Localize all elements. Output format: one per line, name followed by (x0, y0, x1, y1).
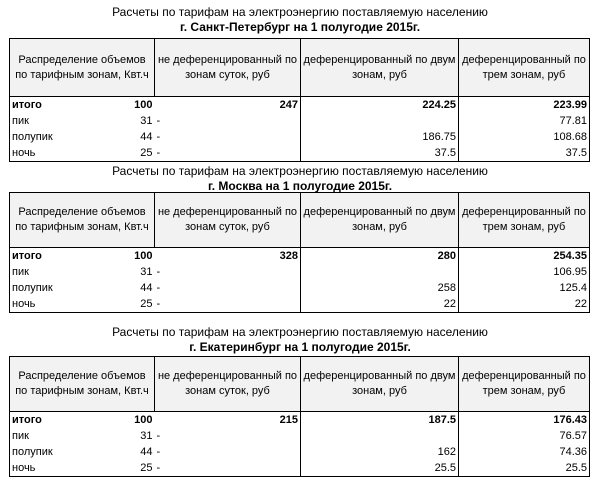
row-three: 125.4 (459, 280, 590, 296)
row-volume: 100 (110, 97, 155, 114)
header-three-zone: деференцированный по трем зонам, руб (459, 357, 590, 412)
header-two-zone: деференцированный по двум зонам, руб (301, 39, 459, 97)
row-three: 223.99 (459, 97, 590, 114)
title-line1: Расчеты по тарифам на электроэнергию поставляемую населению (112, 164, 488, 178)
table-row (10, 113, 590, 129)
table-row (10, 428, 590, 444)
header-volume: Распределение объемов по тарифным зонам, Квт.ч (10, 39, 155, 97)
row-name: полупик (10, 280, 110, 296)
header-single-rate: не деференцированный по зонам суток, руб (155, 357, 301, 412)
row-three: 108.68 (459, 129, 590, 145)
title-line2: г. Санкт-Петербург на 1 полугодие 2015г. (179, 20, 421, 34)
row-three: 76.57 (459, 428, 590, 444)
row-single: 215 (155, 412, 301, 429)
header-single-rate: не деференцированный по зонам суток, руб (155, 39, 301, 97)
table-row (10, 280, 590, 296)
row-name: ночь (10, 460, 110, 477)
table-row (10, 296, 590, 313)
row-name: итого (10, 248, 110, 265)
header-three-zone: деференцированный по трем зонам, руб (459, 193, 590, 248)
row-two: 25.5 (301, 460, 459, 477)
row-name: полупик (10, 129, 110, 145)
row-two: 280 (301, 248, 459, 265)
row-name: полупик (10, 444, 110, 460)
row-volume: 31 (140, 430, 153, 442)
row-name: пик (10, 264, 110, 280)
row-volume: 44 (140, 446, 153, 458)
header-two-zone: деференцированный по двум зонам, руб (301, 193, 459, 248)
header-three-zone: деференцированный по трем зонам, руб (459, 39, 590, 97)
row-three: 37.5 (459, 145, 590, 162)
header-volume: Распределение объемов по тарифным зонам, Квт.ч (10, 357, 155, 412)
table-row (10, 444, 590, 460)
table-row (10, 460, 590, 477)
row-volume: 31 (140, 266, 153, 278)
row-single: 247 (155, 97, 301, 114)
row-three: 77.81 (459, 113, 590, 129)
header-two-zone: деференцированный по двум зонам, руб (301, 357, 459, 412)
title-line1: Расчеты по тарифам на электроэнергию поставляемую населению (112, 325, 488, 339)
row-volume: 44 (140, 282, 153, 294)
row-three: 25.5 (459, 460, 590, 477)
tariff-block-moscow (0, 164, 600, 310)
row-dash: - (155, 296, 301, 313)
row-name: ночь (10, 296, 110, 313)
row-two: 224.25 (301, 97, 459, 114)
row-two: 22 (301, 296, 459, 313)
row-volume: 100 (110, 248, 155, 265)
table-row (10, 145, 590, 162)
row-volume: 44 (140, 131, 153, 143)
row-dash: - (155, 444, 301, 460)
table-row (10, 248, 590, 265)
table-row (10, 412, 590, 429)
row-two-empty (301, 264, 459, 280)
table-row (10, 129, 590, 145)
row-dash: - (155, 460, 301, 477)
row-two: 186.75 (301, 129, 459, 145)
row-two-empty (301, 113, 459, 129)
row-two: 162 (301, 444, 459, 460)
tariff-table (9, 356, 590, 477)
table-title (0, 325, 600, 355)
row-three: 74.36 (459, 444, 590, 460)
row-single: 328 (155, 248, 301, 265)
tariff-block-yekaterinburg (0, 325, 600, 474)
title-line1: Расчеты по тарифам на электроэнергию поставляемую населению (112, 5, 488, 19)
tariff-block-spb (0, 5, 600, 159)
row-name: итого (10, 412, 110, 429)
row-name: пик (10, 428, 110, 444)
row-dash: - (155, 428, 301, 444)
row-volume: 25 (110, 296, 155, 313)
row-two: 37.5 (301, 145, 459, 162)
tariff-table (9, 192, 590, 313)
row-two: 258 (301, 280, 459, 296)
row-name: итого (10, 97, 110, 114)
title-line2: г. Москва на 1 полугодие 2015г. (207, 179, 393, 193)
row-three: 176.43 (459, 412, 590, 429)
tariff-table (9, 38, 590, 162)
header-row (10, 39, 590, 97)
row-name: пик (10, 113, 110, 129)
row-dash: - (155, 145, 301, 162)
table-row (10, 264, 590, 280)
row-volume: 31 (140, 115, 153, 127)
row-volume: 25 (110, 145, 155, 162)
title-line2: г. Екатеринбург на 1 полугодие 2015г. (189, 340, 411, 354)
header-row (10, 357, 590, 412)
header-single-rate: не деференцированный по зонам суток, руб (155, 193, 301, 248)
row-three: 106.95 (459, 264, 590, 280)
row-dash: - (155, 113, 301, 129)
row-two-empty (301, 428, 459, 444)
row-three: 22 (459, 296, 590, 313)
header-volume: Распределение объемов по тарифным зонам, Квт.ч (10, 193, 155, 248)
table-title (0, 5, 600, 35)
row-volume: 25 (110, 460, 155, 477)
table-row (10, 97, 590, 114)
row-three: 254.35 (459, 248, 590, 265)
row-name: ночь (10, 145, 110, 162)
row-volume: 100 (110, 412, 155, 429)
header-row (10, 193, 590, 248)
row-dash: - (155, 264, 301, 280)
table-title (0, 164, 600, 194)
row-two: 187.5 (301, 412, 459, 429)
row-dash: - (155, 280, 301, 296)
row-dash: - (155, 129, 301, 145)
